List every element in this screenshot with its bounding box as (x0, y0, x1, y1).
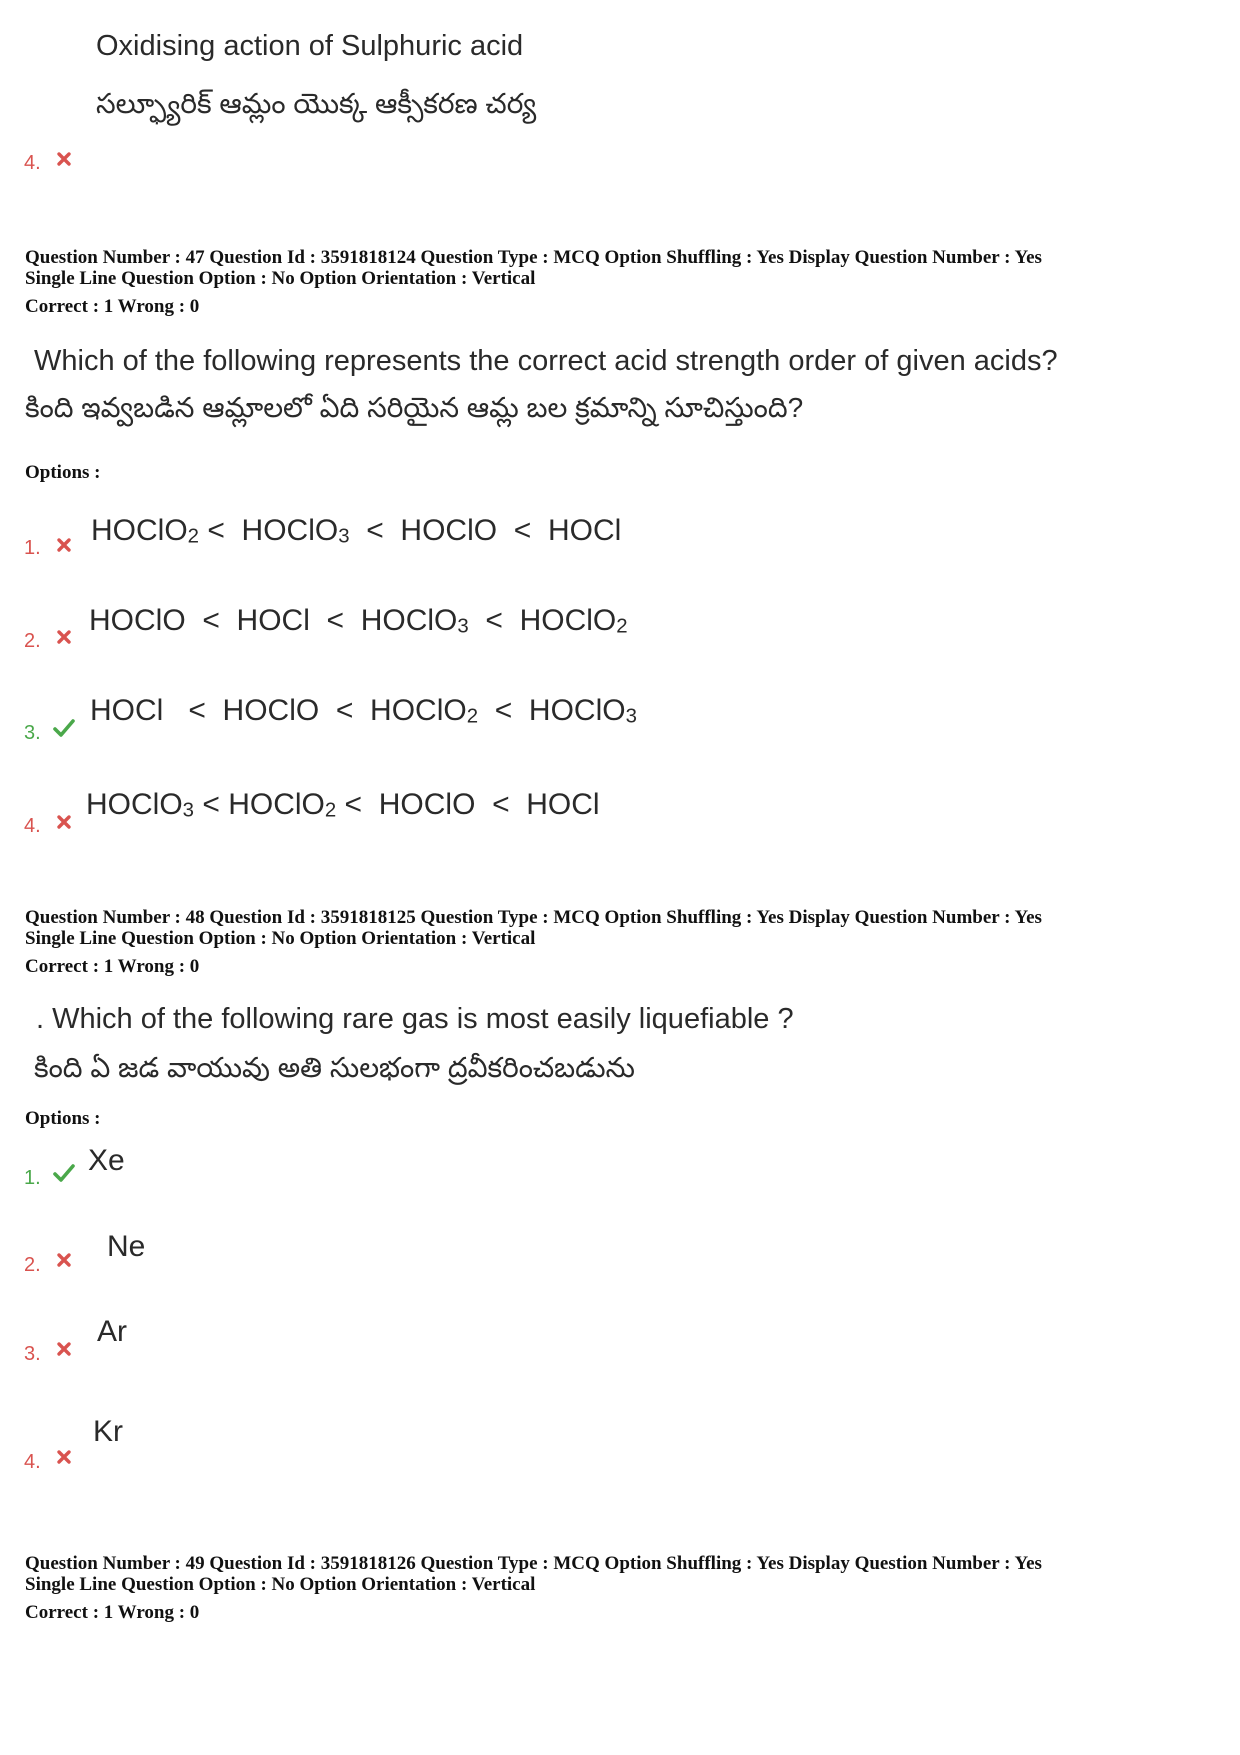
q47-option4-text: HOClO$_3$ < HOClO$_2$ < HOClO < HOCl (86, 788, 600, 822)
q47-option1-text: HOClO$_2$ < HOClO$_3$ < HOClO < HOCl (91, 514, 622, 548)
q48-option3-text: Ar (97, 1315, 127, 1348)
q48-option2-number: 2. (24, 1254, 41, 1276)
check-icon (52, 717, 76, 739)
q47-meta-line2: Single Line Question Option : No Option Orientation : Vertical (25, 268, 536, 289)
q49-meta-line3: Correct : 1 Wrong : 0 (25, 1602, 200, 1623)
q47-option3-number: 3. (24, 722, 41, 744)
q47-option4-number: 4. (24, 815, 41, 837)
check-icon (52, 1162, 76, 1184)
prev-option4-telugu: సల్ఫ్యూరిక్ ఆమ్లం యొక్క ఆక్సీకరణ చర్య (96, 88, 537, 119)
q48-option1-number: 1. (24, 1167, 41, 1189)
cross-icon (55, 1448, 73, 1466)
q49-meta-line2: Single Line Question Option : No Option Orientation : Vertical (25, 1574, 536, 1595)
cross-icon (55, 1251, 73, 1269)
cross-icon (55, 150, 73, 168)
q48-question-telugu: కింది ఏ జడ వాయువు అతి సులభంగా ద్రవీకరించబడును (34, 1052, 635, 1083)
q48-meta-line3: Correct : 1 Wrong : 0 (25, 956, 200, 977)
q48-meta-line1: Question Number : 48 Question Id : 3591818125 Question Type : MCQ Option Shuffling : Yes Display Question Number : Yes (25, 907, 1042, 928)
q48-option4-text: Kr (93, 1415, 123, 1448)
q49-meta-line1: Question Number : 49 Question Id : 3591818126 Question Type : MCQ Option Shuffling : Yes Display Question Number : Yes (25, 1553, 1042, 1574)
prev-option4-english: Oxidising action of Sulphuric acid (96, 30, 524, 62)
q47-options-label: Options : (25, 462, 101, 483)
q48-question-english: . Which of the following rare gas is most easily liquefiable ? (36, 1003, 794, 1035)
q48-option4-number: 4. (24, 1451, 41, 1473)
cross-icon (55, 536, 73, 554)
q47-option2-number: 2. (24, 630, 41, 652)
q48-meta-line2: Single Line Question Option : No Option Orientation : Vertical (25, 928, 536, 949)
cross-icon (55, 628, 73, 646)
q47-meta-line3: Correct : 1 Wrong : 0 (25, 296, 200, 317)
q47-question-english: Which of the following represents the correct acid strength order of given acids? (34, 345, 1058, 377)
q47-option3-text: HOCl < HOClO < HOClO$_2$ < HOClO$_3$ (90, 694, 637, 728)
cross-icon (55, 813, 73, 831)
q47-question-telugu: కింది ఇవ్వబడిన ఆమ్లాలలో ఏది సరియైన ఆమ్ల బల క్రమాన్ని సూచిస్తుంది? (25, 392, 804, 423)
prev-option4-number: 4. (24, 152, 41, 174)
q48-options-label: Options : (25, 1108, 101, 1129)
q48-option2-text: Ne (107, 1230, 146, 1263)
q48-option3-number: 3. (24, 1343, 41, 1365)
q48-option1-text: Xe (88, 1144, 125, 1177)
cross-icon (55, 1340, 73, 1358)
q47-option2-text: HOClO < HOCl < HOClO$_3$ < HOClO$_2$ (89, 604, 628, 638)
q47-meta-line1: Question Number : 47 Question Id : 3591818124 Question Type : MCQ Option Shuffling : Yes Display Question Number : Yes (25, 247, 1042, 268)
q47-option1-number: 1. (24, 537, 41, 559)
